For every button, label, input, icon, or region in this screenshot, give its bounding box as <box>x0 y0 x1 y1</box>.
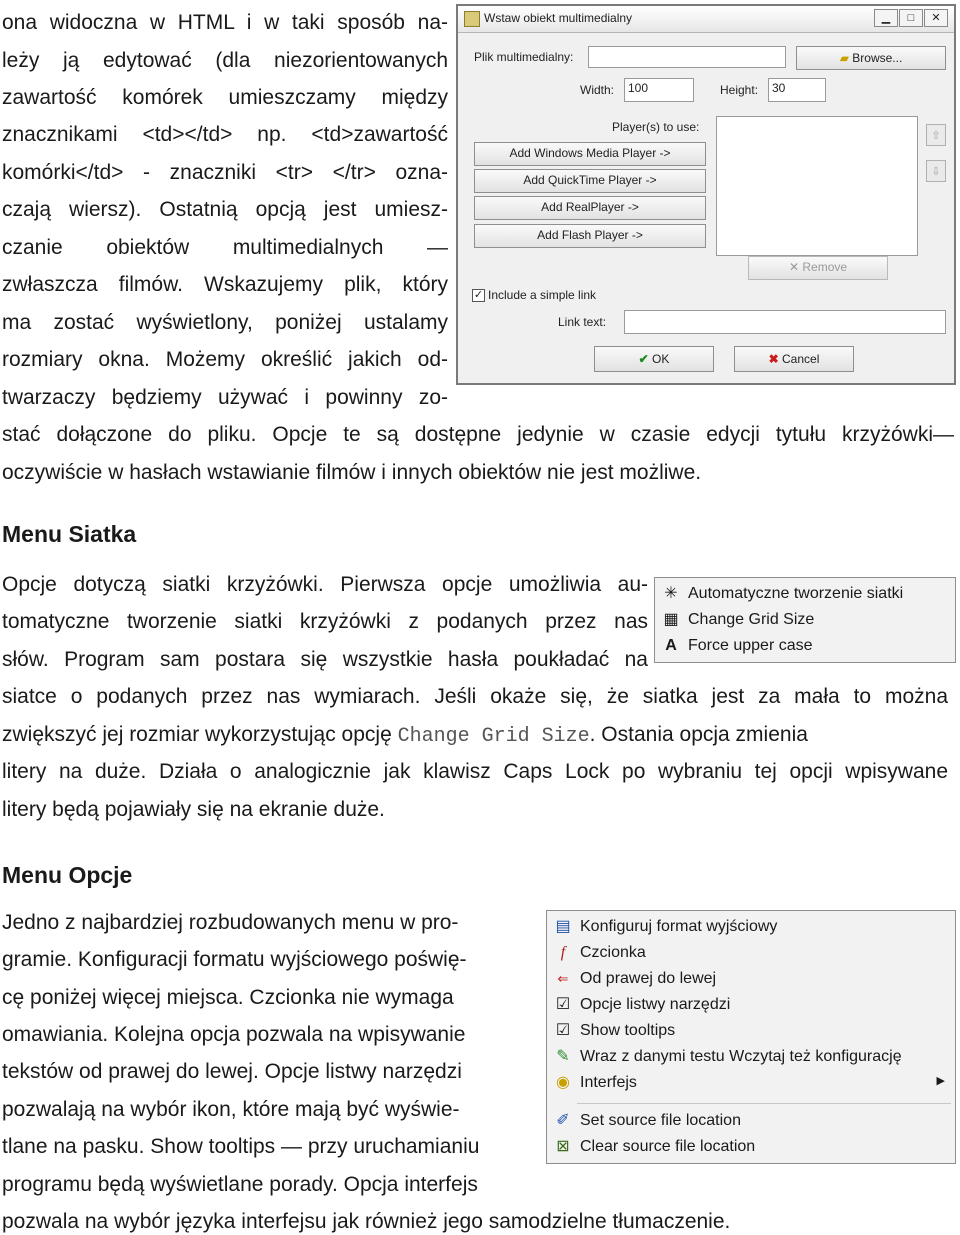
text-line: znacznikami <td></td> np. <td>zawartość <box>2 123 448 146</box>
menu-item-label: Set source file location <box>580 1112 741 1129</box>
text-line: rozmiary okna. Możemy określić jakich od- <box>2 348 448 371</box>
dialog-title: Wstaw obiekt multimedialny <box>484 11 633 25</box>
players-list[interactable] <box>716 116 918 256</box>
menu-item-set-source-location[interactable] <box>547 1108 955 1134</box>
text-line: ona widoczna w HTML i w taki sposób na- <box>2 11 448 34</box>
font-icon: f <box>560 944 566 961</box>
menu-item-font[interactable] <box>547 940 955 966</box>
width-label: Width: <box>580 83 615 97</box>
text-line: słów. Program sam postara się wszystkie hasła poukładać na <box>2 648 648 671</box>
cancel-label: Cancel <box>782 352 820 366</box>
text-line: zwłaszcza filmów. Wskazujemy plik, który <box>2 273 448 296</box>
text-span: . Ostania opcja zmienia <box>589 723 808 746</box>
include-link-checkbox[interactable]: ✓ <box>473 289 484 301</box>
text-line: litery na duże. Działa o analogicznie jak klawisz Caps Lock po wybraniu tej opcji wpisywane <box>2 760 948 783</box>
text-line: pozwala na wybór języka interfejsu jak również jego samodzielne tłumaczenie. <box>2 1210 731 1233</box>
menu-item-configure-format[interactable] <box>547 914 955 940</box>
players-label: Player(s) to use: <box>612 120 700 134</box>
menu-item-rtl[interactable] <box>547 966 955 992</box>
multimedia-dialog <box>456 4 956 385</box>
menu-item-label: Opcje listwy narzędzi <box>580 996 731 1013</box>
menu-item-clear-source-location[interactable] <box>547 1134 955 1160</box>
remove-button[interactable] <box>748 256 888 280</box>
config-load-icon: ✎ <box>556 1048 570 1065</box>
menu-item-interface[interactable] <box>547 1070 955 1096</box>
width-input[interactable]: 100 <box>624 78 694 102</box>
text-line: siatce o podanych przez nas wymiarach. Jeśli okaże się, że siatka jest za mała to można <box>2 685 948 708</box>
text-line: tekstów od prawej do lewej. Opcje listwy narzędzi <box>2 1060 462 1083</box>
ok-button[interactable] <box>594 346 714 372</box>
pencil-icon: ✐ <box>556 1112 570 1129</box>
menu-item-label: Change Grid Size <box>688 611 815 628</box>
clear-location-icon: ⊠ <box>556 1138 570 1155</box>
checkbox-checked-icon: ☑ <box>555 996 571 1013</box>
menu-item-label: Force upper case <box>688 637 813 654</box>
menu-item-toolbar-options[interactable] <box>547 992 955 1018</box>
menu-item-label: Od prawej do lewej <box>580 970 717 987</box>
link-text-label: Link text: <box>558 315 607 329</box>
opcje-menu <box>546 910 956 1164</box>
menu-item-force-upper-case[interactable] <box>655 633 955 659</box>
browse-button[interactable] <box>796 46 946 70</box>
remove-label: Remove <box>802 260 848 274</box>
menu-item-show-tooltips[interactable] <box>547 1018 955 1044</box>
text-line <box>2 722 948 750</box>
magic-grid-icon: ✳ <box>664 585 678 602</box>
browse-label: Browse... <box>852 51 903 65</box>
cancel-x-icon: ✖ <box>768 352 779 366</box>
heading-menu-opcje: Menu Opcje <box>2 862 133 888</box>
menu-item-label: Konfiguruj format wyjściowy <box>580 918 778 935</box>
file-label: Plik multimedialny: <box>474 50 574 64</box>
text-line: ma zostać wyświetlony, poniżej ustalamy <box>2 311 448 334</box>
text-line: czanie obiektów multimedialnych — <box>2 236 448 259</box>
text-line: czają wiersz). Ostatnią opcją jest umiesz- <box>2 198 448 221</box>
add-flash-button[interactable]: Add Flash Player -> <box>474 224 706 248</box>
interface-icon: ◉ <box>556 1074 570 1091</box>
heading-menu-siatka: Menu Siatka <box>2 521 137 547</box>
height-input[interactable]: 30 <box>768 78 826 102</box>
ok-label: OK <box>652 352 670 366</box>
text-line: programu będą wyświetlane porady. Opcja interfejs <box>2 1173 478 1196</box>
close-icon[interactable]: ✕ <box>924 9 948 27</box>
text-line: tlane na pasku. Show tooltips — przy uruchamianiu <box>2 1135 480 1158</box>
menu-item-label: Wraz z danymi testu Wczytaj też konfigurację <box>580 1048 902 1065</box>
remove-x-icon: ✕ <box>788 260 800 274</box>
uppercase-a-icon: A <box>665 637 677 654</box>
text-line: Jedno z najbardziej rozbudowanych menu w pro- <box>2 911 459 934</box>
text-line: twarzaczy będziemy używać i powinny zo- <box>2 386 448 409</box>
text-line: Opcje dotyczą siatki krzyżówki. Pierwsza opcje umożliwia au- <box>2 573 648 596</box>
app-icon <box>464 11 480 27</box>
siatka-menu <box>654 577 956 663</box>
add-quicktime-button[interactable]: Add QuickTime Player -> <box>474 169 706 193</box>
text-line: omawiania. Kolejna opcja pozwala na wpisywanie <box>2 1023 466 1046</box>
move-up-icon[interactable]: ⇧ <box>926 124 946 146</box>
menu-item-label: Interfejs <box>580 1074 637 1091</box>
menu-item-load-config[interactable] <box>547 1044 955 1070</box>
height-label: Height: <box>720 83 759 97</box>
text-line: oczywiście w hasłach wstawianie filmów i innych obiektów nie jest możliwe. <box>2 461 702 484</box>
text-line: zawartość komórek umieszczamy między <box>2 86 448 109</box>
text-line: tomatyczne tworzenie siatki krzyżówki z podanych przez nas <box>2 610 648 633</box>
menu-item-label: Clear source file location <box>580 1138 756 1155</box>
code-span: Change Grid Size <box>397 725 590 748</box>
file-input[interactable] <box>588 46 786 68</box>
grid-icon: ▦ <box>663 611 679 628</box>
text-line: cę poniżej więcej miejsca. Czcionka nie wymaga <box>2 986 454 1009</box>
add-wmp-button[interactable]: Add Windows Media Player -> <box>474 142 706 166</box>
link-text-input[interactable] <box>624 310 946 334</box>
text-line: komórki</td> - znaczniki <tr> </tr> ozna- <box>2 161 448 184</box>
cancel-button[interactable] <box>734 346 854 372</box>
text-line: litery będą pojawiały się na ekranie duże. <box>2 798 385 821</box>
text-line: gramie. Konfiguracji formatu wyjściowego poświę- <box>2 948 467 971</box>
dialog-titlebar <box>458 6 954 33</box>
text-span: zwiększyć jej rozmiar wykorzystując opcję <box>2 723 398 746</box>
menu-item-label: Automatyczne tworzenie siatki <box>688 585 904 602</box>
format-config-icon: ▤ <box>555 918 571 935</box>
checkbox-checked-icon: ☑ <box>555 1022 571 1039</box>
menu-item-change-grid-size[interactable] <box>655 607 955 633</box>
check-icon: ✔ <box>638 352 649 366</box>
minimize-icon[interactable]: ▁ <box>874 9 898 27</box>
add-realplayer-button[interactable]: Add RealPlayer -> <box>474 196 706 220</box>
submenu-arrow-icon: ▶ <box>936 1075 945 1087</box>
menu-item-auto-grid[interactable] <box>655 581 955 607</box>
maximize-icon[interactable]: □ <box>899 9 923 27</box>
text-line: stać dołączone do pliku. Opcje te są dostępne jedynie w czasie edycji tytułu krzyżówki— <box>2 423 954 446</box>
text-line: pozwalają na wybór ikon, które mają być wyświe- <box>2 1098 460 1121</box>
menu-separator <box>577 1103 951 1104</box>
rtl-icon: ⇐ <box>557 971 569 986</box>
include-link-label: Include a simple link <box>488 288 597 302</box>
text-line: leży ją edytować (dla niezorientowanych <box>2 49 448 72</box>
move-down-icon[interactable]: ⇩ <box>926 160 946 182</box>
folder-icon: ▰ <box>839 51 849 65</box>
menu-item-label: Czcionka <box>580 944 646 961</box>
menu-item-label: Show tooltips <box>580 1022 676 1039</box>
